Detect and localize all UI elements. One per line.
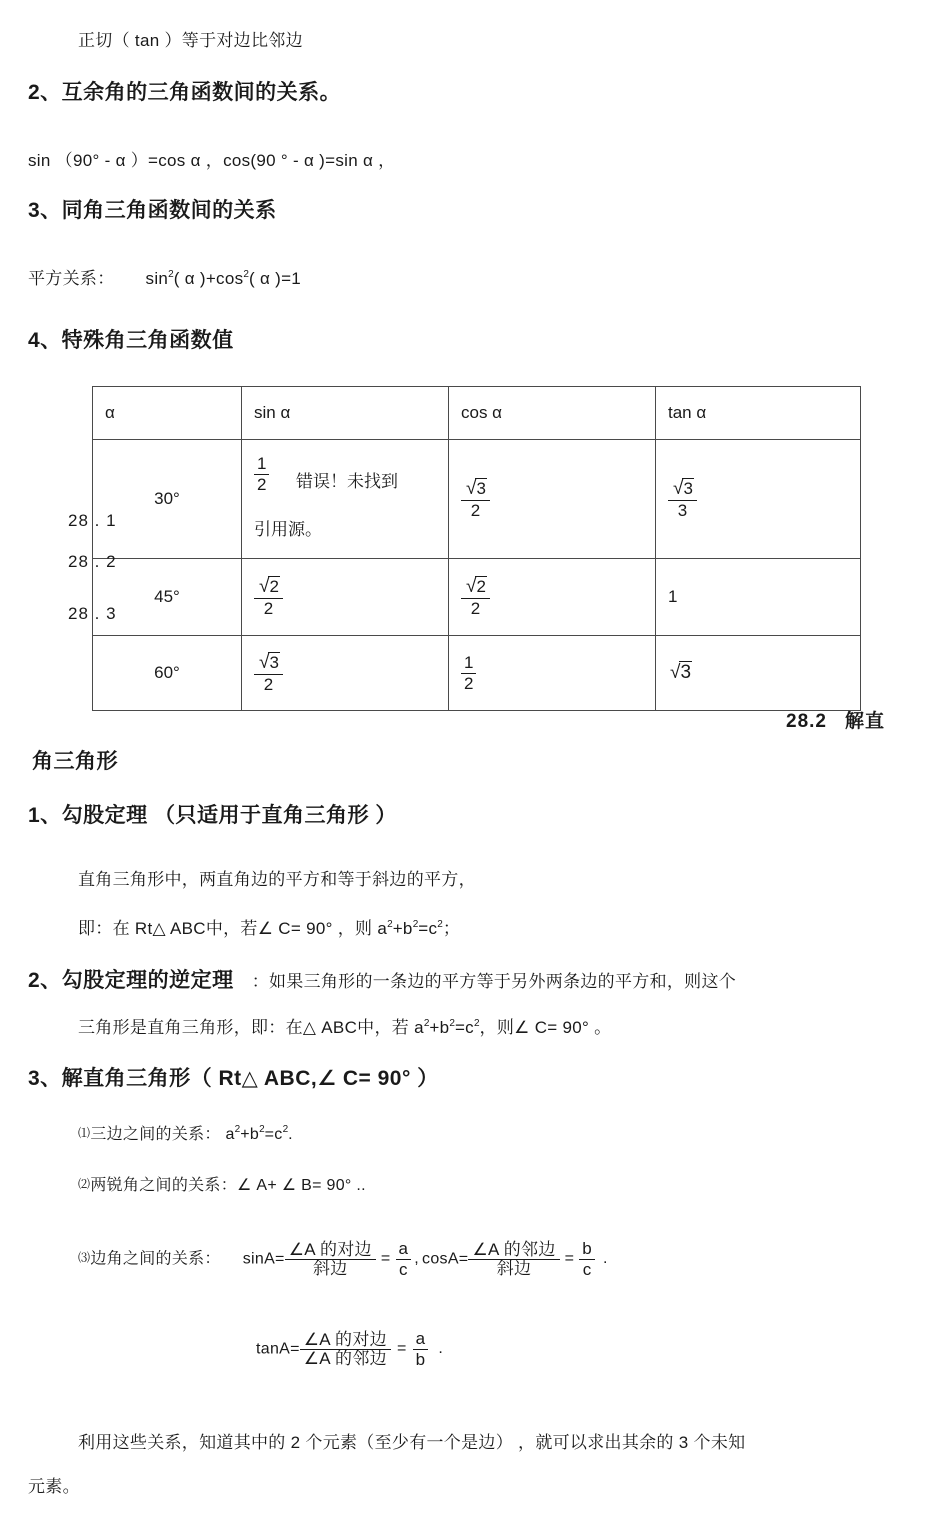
fraction-one-half: [254, 455, 269, 494]
fraction-denominator: 2: [257, 474, 267, 494]
closing-paragraph-line-2: 元素。: [28, 1477, 80, 1496]
equals-c: =c: [418, 919, 438, 938]
fraction-denominator: 2: [263, 598, 274, 618]
alpha-plus-cos: ( α )+cos: [173, 269, 244, 288]
radicand: 3: [476, 478, 486, 498]
converse-theorem-statement: ：如果三角形的一条边的平方等于另外两条边的平方和，则这个: [251, 972, 737, 991]
header-sin: sin α: [242, 387, 449, 440]
radicand: 2: [476, 576, 486, 596]
sub-item-2: [78, 1178, 366, 1194]
sub-item-2-text: 两锐角之间的关系：∠ A+ ∠ B= 90° ..: [90, 1177, 366, 1194]
radical-sign: √2: [259, 575, 279, 597]
radical-fraction-sqrt3-over-3: [668, 479, 697, 520]
separator-comma: ,: [414, 1250, 420, 1268]
heading-solve-right-triangle: 3、解直角三角形（ Rt△ ABC,∠ C= 90° ）: [28, 1067, 439, 1090]
equals-c: =c: [264, 1126, 283, 1143]
radicand: 3: [683, 478, 693, 498]
b-exponent: 2: [412, 919, 419, 930]
section-number: 28.2: [786, 711, 827, 732]
pythagorean-premise: 即：在 Rt△ ABC中，若∠ C= 90° ，则 a: [78, 919, 388, 938]
radical-sqrt3: √3: [670, 662, 692, 683]
trailing-period: .: [288, 1126, 293, 1143]
fraction-numerator: ∠A 的对边: [285, 1241, 376, 1260]
fraction-numerator: [668, 479, 697, 501]
section-title-part: 解直: [844, 711, 885, 732]
table-row: [93, 559, 861, 636]
sub-item-3: [78, 1240, 608, 1279]
plus-b: +b: [392, 919, 413, 938]
sub-item-1-marker: ⑴: [78, 1126, 91, 1140]
fraction-denominator: c: [398, 1259, 408, 1279]
a-exponent: 2: [387, 919, 393, 930]
sub-item-3-marker: ⑶: [78, 1250, 91, 1265]
sub-item-3-text: 边角之间的关系：: [90, 1250, 221, 1268]
complementary-angle-formula: sin （90° - α ）=cos α ，cos(90 ° - α )=sin α ，: [28, 151, 396, 170]
cosA-equals: =: [564, 1250, 575, 1268]
b-exponent: 2: [259, 1124, 265, 1135]
cell-sin-30: [242, 440, 449, 559]
cell-angle-45: 45°: [93, 559, 242, 636]
heading-pythagorean-theorem: 1、勾股定理 （只适用于直角三角形 ）: [28, 804, 397, 827]
error-text-line-1: 错误！未找到: [296, 472, 398, 491]
converse-theorem-line-2: [78, 1019, 611, 1036]
sub-item-2-marker: ⑵: [78, 1177, 91, 1191]
cell-cos-45: [449, 559, 656, 636]
section-title-continuation: 角三角形: [32, 750, 118, 773]
plus-b: +b: [429, 1018, 450, 1037]
tanA-formula-line: [256, 1330, 443, 1369]
c-exponent: 2: [437, 919, 443, 930]
special-angle-trig-table: [92, 386, 861, 711]
tanA-ratio-fraction: [413, 1330, 429, 1369]
heading-section-2: 2、互余角的三角函数间的关系。: [28, 81, 342, 104]
cell-sin-60: [242, 636, 449, 711]
fraction-denominator: b: [415, 1349, 426, 1369]
header-alpha: α: [93, 387, 242, 440]
b-exponent: 2: [449, 1018, 455, 1029]
fraction-one-half: [461, 654, 476, 693]
fraction-denominator: 3: [677, 500, 688, 520]
cell-tan-45: 1: [656, 559, 861, 636]
intro-tangent-line: 正切（ tan ）等于对边比邻边: [78, 31, 303, 50]
fraction-denominator: 2: [263, 674, 274, 694]
fraction-numerator: [254, 577, 283, 599]
cell-angle-30: 30°: [93, 440, 242, 559]
fraction-denominator: 2: [470, 500, 481, 520]
equals-c: =c: [454, 1018, 474, 1037]
heading-section-4: 4、特殊角三角函数值: [28, 329, 234, 352]
fraction-numerator: ∠A 的对边: [300, 1331, 391, 1350]
radicand: 3: [269, 652, 279, 672]
radicand: 2: [269, 576, 279, 596]
fraction-numerator: [461, 479, 490, 501]
pythagorean-identity-label: 平方关系：: [28, 269, 115, 288]
overlay-artifact-28-3: 28 . 3: [68, 604, 117, 623]
tanA-fraction: [300, 1331, 391, 1368]
cell-sin-45: [242, 559, 449, 636]
pythagorean-statement-line-2: [78, 920, 460, 937]
cosA-fraction: [468, 1241, 559, 1278]
fraction-denominator: c: [582, 1259, 592, 1279]
radical-fraction-sqrt3-over-2: [254, 653, 283, 694]
a-exponent: 2: [423, 1018, 430, 1029]
sinA-fraction: [285, 1241, 376, 1278]
radical-fraction-sqrt2-over-2: [254, 577, 283, 618]
header-cos: cos α: [449, 387, 656, 440]
fraction-numerator: b: [579, 1240, 595, 1260]
sin-token: sin: [145, 269, 169, 288]
cosA-ratio-fraction: [579, 1240, 595, 1279]
tanA-label: tanA=: [256, 1340, 300, 1358]
cell-tan-60: [656, 636, 861, 711]
fraction-numerator: 1: [461, 654, 476, 674]
table-row: [93, 440, 861, 559]
converse-theorem-label: 2、勾股定理的逆定理: [28, 969, 234, 992]
cell-angle-60: 60°: [93, 636, 242, 711]
fraction-numerator: [461, 577, 490, 599]
section-28-2-marker: [786, 706, 885, 733]
radical-fraction-sqrt2-over-2: [461, 577, 490, 618]
heading-converse-theorem: [28, 970, 736, 991]
pythagorean-statement-line-1: 直角三角形中，两直角边的平方和等于斜边的平方，: [78, 870, 476, 889]
radical-sign: √3: [259, 651, 279, 673]
sinA-ratio-fraction: [396, 1240, 412, 1279]
cos-exponent: 2: [243, 269, 249, 280]
fraction-numerator: ∠A 的邻边: [468, 1241, 559, 1260]
trailing-period: .: [438, 1340, 444, 1358]
sin-exponent: 2: [168, 269, 174, 280]
sub-item-1-text: 三边之间的关系： a: [90, 1126, 235, 1143]
overlay-artifact-28-2: 28 . 2: [68, 552, 117, 571]
fraction-numerator: [254, 653, 283, 675]
cosA-label: cosA=: [422, 1250, 469, 1268]
error-text-line-2: 引用源。: [254, 520, 322, 539]
overlay-artifact-28-1: 28 . 1: [68, 511, 117, 530]
identity-tail: ( α )=1: [248, 269, 302, 288]
cell-cos-30: [449, 440, 656, 559]
plus-b: +b: [240, 1126, 260, 1143]
trailing-period: .: [603, 1250, 608, 1268]
fraction-numerator: 1: [254, 455, 269, 475]
converse-premise: 三角形是直角三角形，即：在△ ABC中，若 a: [78, 1018, 424, 1037]
fraction-numerator: a: [413, 1330, 429, 1350]
fraction-denominator: 2: [470, 598, 481, 618]
radical-sign: √3: [673, 477, 693, 499]
sub-item-1: [78, 1125, 293, 1143]
closing-paragraph-line-1: 利用这些关系，知道其中的 2 个元素（至少有一个是边） ，就可以求出其余的 3 个未知: [78, 1433, 746, 1452]
c-exponent: 2: [282, 1124, 289, 1135]
radical-sign: √2: [466, 575, 486, 597]
radical-sign: √3: [466, 477, 486, 499]
sinA-label: sinA=: [242, 1250, 285, 1268]
fraction-denominator: 斜边: [496, 1258, 532, 1278]
fraction-denominator: 斜边: [312, 1258, 348, 1278]
heading-section-3: 3、同角三角函数间的关系: [28, 199, 277, 222]
c-exponent: 2: [473, 1018, 480, 1029]
fraction-denominator: ∠A 的邻边: [303, 1348, 387, 1368]
radical-fraction-sqrt3-over-2: [461, 479, 490, 520]
table-row: [93, 636, 861, 711]
sinA-equals: =: [380, 1250, 391, 1268]
tanA-equals: =: [396, 1340, 407, 1358]
cell-cos-60: [449, 636, 656, 711]
cell-tan-30: [656, 440, 861, 559]
pythagorean-identity-line: [28, 270, 301, 287]
a-exponent: 2: [234, 1124, 241, 1135]
fraction-numerator: a: [396, 1240, 412, 1260]
fraction-denominator: 2: [464, 673, 474, 693]
table-header-row: [93, 387, 861, 440]
trailing-semicolon: ；: [442, 919, 461, 938]
converse-conclusion: ，则∠ C= 90° 。: [479, 1018, 612, 1037]
radicand: 3: [680, 662, 692, 683]
header-tan: tan α: [656, 387, 861, 440]
